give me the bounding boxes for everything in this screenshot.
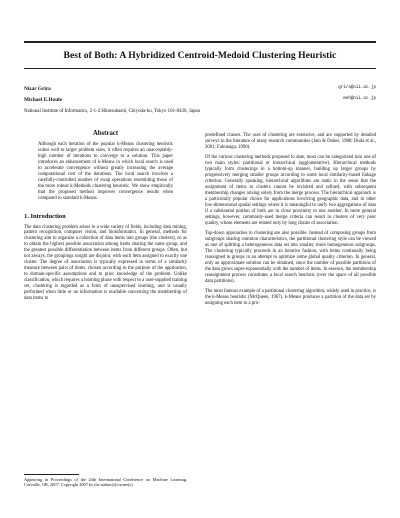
intro-paragraph: The data clustering problem arises in a wide variety of fields, including data mining, pattern recognition, computer vision, and bioinformatics. In general, methods for clustering aim to organize a collection of data items into groups (the clusters), so as to obtain the highest possible association among items sharing the same group, and the greatest possible differentiation between items from different groups. Often, but not always, the groupings sought are disjoint, with each item assigned to exactly one cluster. The degree of association is typically expressed in terms of a similarity measure between pairs of items, chosen according to the purpose of the application, to domain-specific assumptions and to prior knowledge of the problem. Unlike classification, which requires a learning phase with respect to a user-supplied training set, clustering is regarded as a form of unsupervised learning, and is usually performed when little or no information is available concerning the membership of data items to [24, 224, 187, 301]
section-heading-introduction: 1. Introduction [24, 212, 66, 220]
footnote: Appearing in Proceedings of the 24th International Conference on Machine Learning, Corvallis, OR, 2007. Copyright 2007 by the author(s)/owner(s). [24, 477, 187, 488]
title-rule-bottom [24, 68, 376, 69]
author-email: grira@nii.ac.jp [338, 86, 376, 90]
abstract-heading: Abstract [92, 130, 119, 137]
author-name: Nizar Grira [24, 86, 51, 92]
author-row [24, 97, 376, 106]
author-row [24, 86, 376, 95]
left-column [24, 130, 187, 302]
abstract-text: Although each iteration of the popular k-Means clustering heuristic scales well to larger problem sizes, it often requires an unacceptably-high number of iterations to converge to a solution. This paper introduces an enhancement of k-Means in which local search is used to accelerate convergence without greatly increasing the average computational cost of the iterations. The local search involves a carefully-controlled number of swap operations resembling those of the more robust k-Medoids clustering heuristic. We show empirically that the proposed method improves convergence results when compared to standard k-Means. [38, 142, 173, 201]
author-affiliation: National Institute of Informatics, 2-1-2 Hitotsubashi, Chiyoda-ku, Tokyo 101-8430, Japan [24, 109, 201, 114]
body-paragraph: predefined classes. The uses of clustering are extensive, and are supported by detailed surveys in the literature of many research communities (Jain & Dubes, 1988; Duda et al., 2001; Fukunaga, 1990). [205, 133, 376, 150]
author-name: Michael E.Houle [24, 97, 62, 103]
paper-title: Best of Both: A Hybridized Centroid-Medoid Clustering Heuristic [63, 50, 337, 61]
footnote-rule [24, 474, 79, 475]
body-paragraph: Top-down approaches to clustering are also possible. Instead of composing groups from subgroups sharing common characteristics, the partitional clustering style can be viewed as one of splitting a heterogeneous data set into smaller, more homogeneous subgroups. The clustering typically proceeds in an iterative fashion, with items continually being reassigned to groups in an attempt to optimize some global quality criterion. In general, only an approximate solution can be obtained, since the number of possible partitions of the data grows super-exponentially with the number of items. In essence, the membership reassignment process constitutes a local search heuristic (over the space of all possible data partitions). [205, 230, 376, 284]
author-email: meh@nii.ac.jp [343, 97, 376, 101]
body-paragraph: Of the various clustering methods proposed to date, most can be categorized into one of two main styles: partitional or hierarchical (agglomerative). Hierarchical methods typically form clusterings in a bottom-up manner, building up larger groups by progressively merging smaller groups according to some local similarity-based linkage criterion. Generally speaking, hierarchical algorithms are static in the sense that the assignment of items to clusters cannot be revisited and refined, with subsequent membership changes arising solely from the merge process. The hierarchical approach is a particularly popular choice for applications involving geographic data, and in other low-dimensional spatial settings where it is meaningful to unify two aggregations of data if a substantial portion of both are in close proximity to one another. In more general settings, however, commonly-used merge criteria can result in clusters of very poor quality, whose elements are related only by long chains of association. [205, 155, 376, 226]
body-paragraph: The most famous example of a partitional clustering algorithm, widely used in practice, is the k-Means heuristic (McQueen, 1967). k-Means produces a partition of the data set by assigning each item to a pro- [205, 288, 376, 306]
right-column [205, 133, 376, 307]
title-rule-top [24, 41, 376, 43]
